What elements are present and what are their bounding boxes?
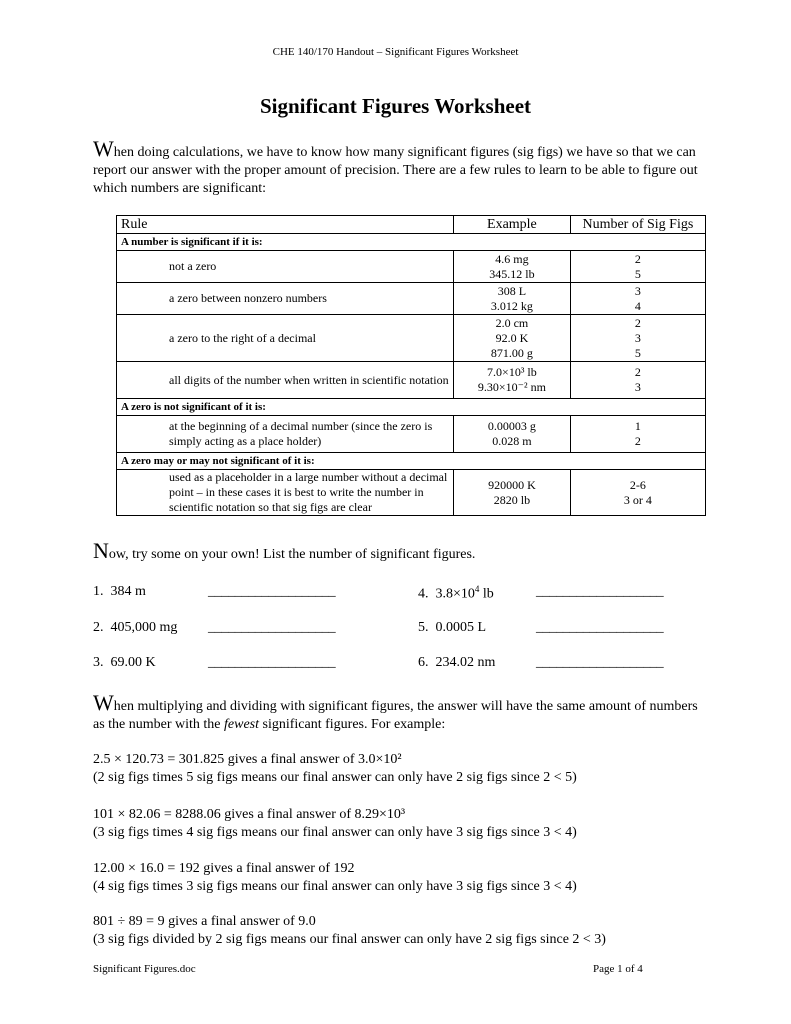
example-cell: 308 L 3.012 kg <box>454 283 571 315</box>
header-rule: Rule <box>117 216 454 234</box>
footer-page-number: Page 1 of 4 <box>593 963 643 975</box>
example-cell: 920000 K 2820 lb <box>454 470 571 516</box>
section-title: A zero may or may not significant of it is: <box>117 453 706 470</box>
answer-blank-6[interactable]: ___________________ <box>536 655 664 670</box>
table-row <box>117 416 706 453</box>
table-row <box>117 315 706 362</box>
table-row <box>117 283 706 315</box>
answer-blank-5[interactable]: ___________________ <box>536 620 664 635</box>
count-cell: 2 3 <box>570 362 705 399</box>
table-row <box>117 251 706 283</box>
rule-cell: all digits of the number when written in scientific notation <box>117 362 454 399</box>
count-cell: 2-6 3 or 4 <box>570 470 705 516</box>
header-example: Example <box>454 216 571 234</box>
question-3: 3. 69.00 K <box>93 655 156 670</box>
rule-cell: at the beginning of a decimal number (since the zero is simply acting as a place holder) <box>117 416 454 453</box>
intro-dropcap: W <box>93 136 114 161</box>
intro-paragraph <box>93 136 713 198</box>
practice-dropcap: N <box>93 538 109 563</box>
count-cell: 3 4 <box>570 283 705 315</box>
example-1: 2.5 × 120.73 = 301.825 gives a final answer of 3.0×10² (2 sig figs times 5 sig figs means our final answer can only have 2 sig figs since 2 < 5) <box>93 752 577 785</box>
question-1: 1. 384 m <box>93 584 146 599</box>
table-row <box>117 470 706 516</box>
fewest-emphasis: fewest <box>224 717 260 732</box>
count-cell: 1 2 <box>570 416 705 453</box>
page-title: Significant Figures Worksheet <box>259 94 532 118</box>
question-2: 2. 405,000 mg <box>93 620 178 635</box>
header-count: Number of Sig Figs <box>570 216 705 234</box>
count-cell: 2 5 <box>570 251 705 283</box>
multiply-dropcap: W <box>93 690 114 715</box>
practice-text: ow, try some on your own! List the number of significant figures. <box>108 547 476 562</box>
count-cell: 2 3 5 <box>570 315 705 362</box>
rules-table <box>116 215 706 516</box>
rule-cell: not a zero <box>117 251 454 283</box>
page-header: CHE 140/170 Handout – Significant Figures Worksheet <box>272 46 519 58</box>
example-cell: 4.6 mg 345.12 lb <box>454 251 571 283</box>
answer-blank-1[interactable]: ___________________ <box>208 584 336 599</box>
answer-blank-3[interactable]: ___________________ <box>208 655 336 670</box>
answer-blank-4[interactable]: ___________________ <box>536 584 664 599</box>
answer-blank-2[interactable]: ___________________ <box>208 620 336 635</box>
intro-text: hen doing calculations, we have to know how many significant figures (sig figs) we have so that we can report our answer with the proper amount of precision. There are a few rules to learn to be able to figure out which numbers are significant: <box>93 145 698 196</box>
example-2: 101 × 82.06 = 8288.06 gives a final answer of 8.29×10³ (3 sig figs times 4 sig figs means our final answer can only have 3 sig figs since 3 < 4) <box>93 807 577 840</box>
question-4: 4. $3.8\times 10^4$ lb <box>418 584 494 602</box>
rule-cell: a zero between nonzero numbers <box>117 283 454 315</box>
example-4: 801 ÷ 89 = 9 gives a final answer of 9.0 (3 sig figs divided by 2 sig figs means our final answer can only have 2 sig figs since 2 < 3) <box>93 914 606 947</box>
multiply-paragraph: When multiplying and dividing with significant figures, the answer will have the same amount of numbers as the number with the fewest significant figures. For example: <box>93 690 698 732</box>
example-cell: 2.0 cm 92.0 K 871.00 g <box>454 315 571 362</box>
section-row <box>117 234 706 251</box>
example-3: 12.00 × 16.0 = 192 gives a final answer of 192 (4 sig figs times 3 sig figs means our final answer can only have 3 sig figs since 3 < 4) <box>93 861 577 894</box>
example-cell: 0.00003 g 0.028 m <box>454 416 571 453</box>
question-5: 5. 0.0005 L <box>418 620 487 635</box>
section-title: A number is significant if it is: <box>117 234 706 251</box>
rule-cell: used as a placeholder in a large number without a decimal point – in these cases it is best to write the number in scientific notation so that sig figs are clear <box>117 470 454 516</box>
section-title: A zero is not significant of it is: <box>117 399 706 416</box>
rule-cell: a zero to the right of a decimal <box>117 315 454 362</box>
question-6: 6. 234.02 nm <box>418 655 496 670</box>
section-row <box>117 399 706 416</box>
practice-intro <box>93 538 713 564</box>
section-row <box>117 453 706 470</box>
table-header-row <box>117 216 706 234</box>
example-cell: 7.0×10³ lb 9.30×10⁻² nm <box>454 362 571 399</box>
table-row <box>117 362 706 399</box>
footer-filename: Significant Figures.doc <box>93 963 196 975</box>
